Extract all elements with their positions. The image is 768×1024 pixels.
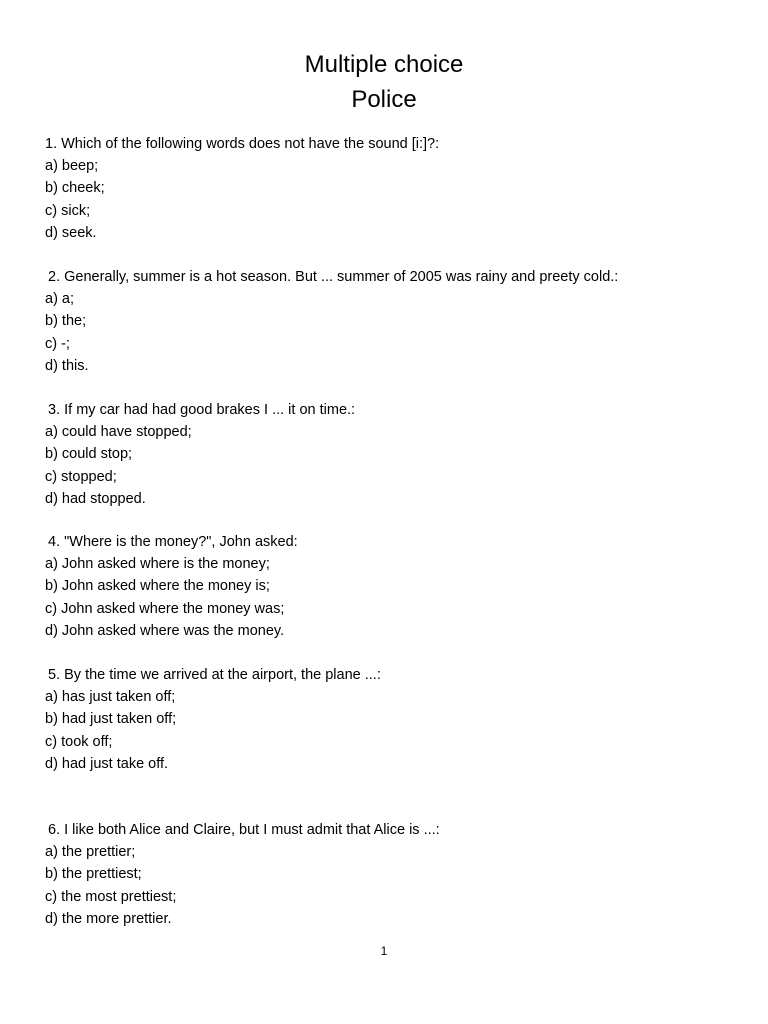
option-d: d) had just take off.: [45, 755, 169, 772]
question-1: [45, 133, 735, 244]
page-number: 1: [380, 944, 388, 958]
question-stem: 2. Generally, summer is a hot season. But ... summer of 2005 was rainy and preety cold.:: [48, 269, 619, 285]
option-c: c) stopped;: [45, 468, 117, 485]
option-c: c) sick;: [45, 202, 91, 219]
option-b: b) the;: [45, 313, 87, 330]
option-d: d) John asked where was the money.: [45, 622, 285, 639]
option-a: a) has just taken off;: [45, 689, 176, 706]
option-d: d) seek.: [45, 224, 97, 241]
option-b: b) could stop;: [45, 446, 133, 463]
option-b: b) the prettiest;: [45, 866, 142, 883]
question-2: [45, 266, 735, 377]
question-5: [45, 664, 735, 775]
option-d: d) the more prettier.: [45, 910, 172, 927]
option-b: b) cheek;: [45, 180, 105, 197]
option-a: a) the prettier;: [45, 844, 136, 861]
question-stem: 4. "Where is the money?", John asked:: [48, 534, 298, 550]
question-3: [45, 399, 735, 510]
option-a: a) beep;: [45, 158, 99, 175]
question-stem: 1. Which of the following words does not have the sound [i:]?:: [45, 136, 440, 152]
option-b: b) John asked where the money is;: [45, 578, 270, 595]
question-stem: 5. By the time we arrived at the airport, the plane ...:: [48, 667, 381, 683]
option-a: a) could have stopped;: [45, 424, 192, 441]
option-d: d) this.: [45, 357, 89, 374]
document-subtitle: Police: [351, 86, 417, 113]
option-c: c) John asked where the money was;: [45, 600, 285, 617]
question-stem: 3. If my car had had good brakes I ... it on time.:: [48, 402, 356, 418]
question-6: [45, 819, 735, 930]
option-c: c) took off;: [45, 733, 113, 750]
option-a: a) a;: [45, 291, 75, 308]
question-4: [45, 531, 735, 642]
option-d: d) had stopped.: [45, 490, 146, 507]
option-c: c) -;: [45, 335, 70, 352]
document-title: Multiple choice: [304, 51, 464, 78]
option-a: a) John asked where is the money;: [45, 556, 270, 573]
option-b: b) had just taken off;: [45, 711, 177, 728]
option-c: c) the most prettiest;: [45, 888, 177, 905]
question-stem: 6. I like both Alice and Claire, but I must admit that Alice is ...:: [48, 822, 440, 838]
